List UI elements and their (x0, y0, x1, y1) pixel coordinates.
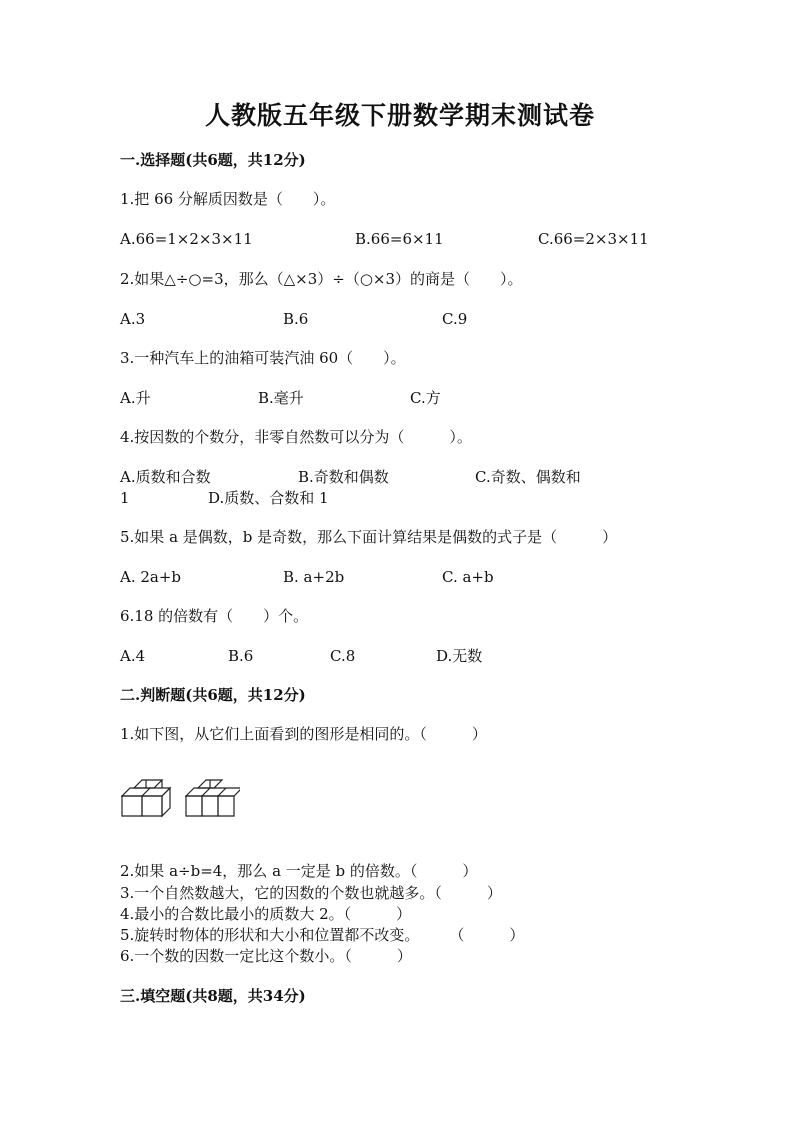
cube-figure-left (122, 780, 170, 816)
q6-option-c: C.8 (330, 647, 356, 665)
question-6: 6.18 的倍数有（ ）个。 (120, 607, 309, 625)
page-title: 人教版五年级下册数学期末测试卷 (204, 101, 595, 130)
section-heading-choice: 一.选择题(共6题，共12分) (120, 151, 306, 169)
question-2: 2.如果△÷○=3，那么（△×3）÷（○×3）的商是（ ）。 (120, 270, 523, 288)
q5-option-c: C. a+b (442, 568, 494, 586)
q2-option-a: A.3 (120, 310, 146, 328)
q1-option-b: B.66=6×11 (355, 230, 444, 248)
q2-option-b: B.6 (283, 310, 309, 328)
judgment-6: 6.一个数的因数一定比这个数小。（ ） (120, 947, 412, 965)
section-heading-judgment: 二.判断题(共6题，共12分) (120, 686, 306, 704)
q2-option-c: C.9 (442, 310, 468, 328)
q3-option-c: C.方 (410, 389, 441, 407)
question-5: 5.如果 a 是偶数，b 是奇数，那么下面计算结果是偶数的式子是（ ） (120, 528, 618, 546)
section-heading-fill: 三.填空题(共8题，共34分) (120, 987, 306, 1005)
q4-option-a: A.质数和合数 (120, 468, 211, 486)
q6-option-b: B.6 (228, 647, 254, 665)
q1-option-a: A.66=1×2×3×11 (120, 230, 253, 248)
question-4: 4.按因数的个数分，非零自然数可以分为（ ）。 (120, 428, 472, 446)
judgment-4: 4.最小的合数比最小的质数大 2。（ ） (120, 905, 412, 923)
judgment-3: 3.一个自然数越大，它的因数的个数也就越多。（ ） (120, 884, 502, 902)
q4-option-b: B.奇数和偶数 (298, 468, 389, 486)
q4-option-c: C.奇数、偶数和 (475, 468, 581, 486)
question-1: 1.把 66 分解质因数是（ ）。 (120, 190, 336, 208)
q4-option-c-cont: 1 (120, 489, 130, 507)
judgment-2: 2.如果 a÷b=4，那么 a 一定是 b 的倍数。（ ） (120, 862, 478, 880)
q3-option-a: A.升 (120, 389, 151, 407)
q6-option-a: A.4 (120, 647, 146, 665)
q1-option-c: C.66=2×3×11 (538, 230, 649, 248)
cube-figure-right (186, 780, 240, 816)
q5-option-b: B. a+2b (283, 568, 345, 586)
judgment-5: 5.旋转时物体的形状和大小和位置都不改变。 （ ） (120, 926, 525, 944)
q3-option-b: B.毫升 (258, 389, 304, 407)
q6-option-d: D.无数 (436, 647, 483, 665)
cube-figures (120, 778, 240, 820)
q5-option-a: A. 2a+b (120, 568, 182, 586)
judgment-1: 1.如下图，从它们上面看到的图形是相同的。（ ） (120, 725, 487, 743)
question-3: 3.一种汽车上的油箱可装汽油 60（ ）。 (120, 349, 406, 367)
q4-option-d: D.质数、合数和 1 (208, 489, 329, 507)
